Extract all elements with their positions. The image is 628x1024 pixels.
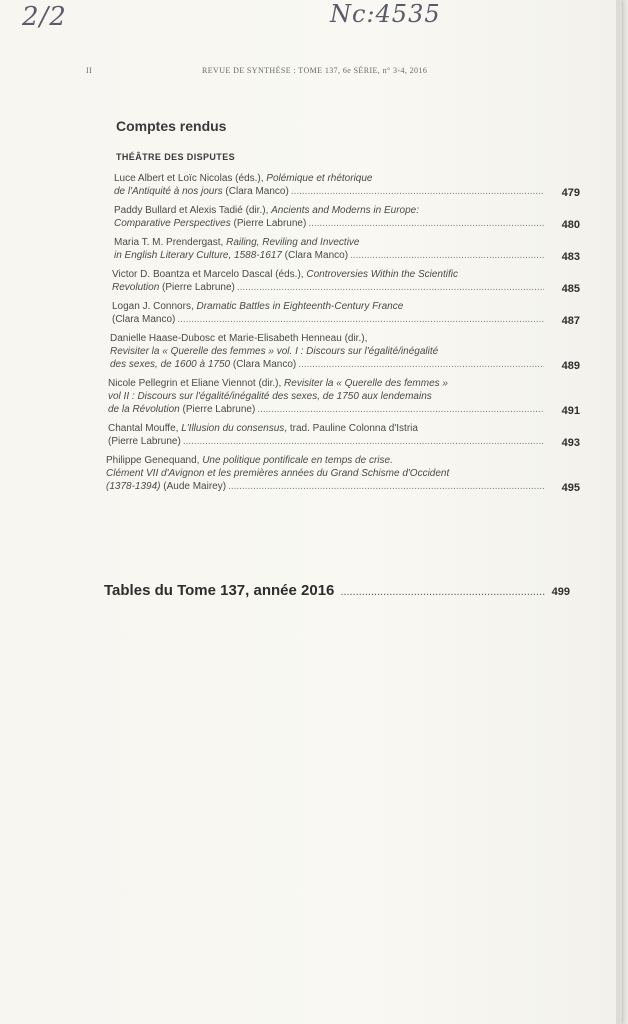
entry-text	[108, 423, 418, 434]
leader-dots	[228, 480, 544, 493]
entry-line	[106, 454, 544, 467]
entry-author: Victor D. Boantza et Marcelo Dascal (éds.),	[112, 269, 307, 280]
entry-line	[110, 345, 544, 358]
entry-line	[110, 332, 544, 345]
tables-entry	[104, 582, 570, 599]
entry-title: des sexes, de 1600 à 1750	[110, 359, 231, 370]
entry-author: Maria T. M. Prendergast,	[114, 237, 227, 248]
leader-dots	[350, 249, 544, 262]
leader-dots	[298, 358, 544, 371]
entry-text	[106, 455, 393, 466]
tables-page-number: 499	[551, 586, 570, 598]
entry-text	[108, 435, 181, 448]
entry-author: (Clara Manco)	[222, 186, 289, 197]
entry-author: Luce Albert et Loïc Nicolas (éds.),	[114, 173, 267, 184]
toc-entry	[100, 268, 580, 294]
entry-author: (Pierre Labrune)	[159, 282, 235, 293]
entry-author: Danielle Haase-Dubosc et Marie-Elisabeth Henneau (dir.),	[110, 333, 368, 344]
toc-entry	[100, 204, 580, 230]
entry-page-number: 480	[561, 219, 580, 231]
entry-text	[110, 333, 367, 344]
entry-line	[108, 435, 544, 448]
entry-author: (Clara Manco)	[112, 314, 176, 325]
entry-line	[112, 300, 544, 313]
entry-text	[106, 468, 449, 479]
toc-entry	[100, 332, 580, 371]
entry-title: Revolution	[112, 282, 160, 293]
entry-title: de l'Antiquité à nos jours	[114, 186, 223, 197]
entry-title: Revisiter la « Querelle des femmes » vol. I : Discours sur l'égalité/inégalité	[110, 346, 439, 357]
entry-title: Revisiter la « Querelle des femmes »	[284, 378, 448, 389]
entry-page-number: 479	[561, 187, 580, 199]
toc-entry	[100, 236, 580, 262]
entry-title: Controversies Within the Scientific	[306, 269, 458, 280]
entry-author: (Clara Manco)	[230, 359, 297, 370]
entry-title: in English Literary Culture, 1588-1617	[114, 250, 282, 261]
entry-text	[110, 358, 296, 371]
entry-page-number: 491	[561, 405, 580, 417]
entry-page-number: 493	[561, 437, 580, 449]
leader-dots	[237, 281, 544, 294]
toc-entry	[100, 300, 580, 326]
toc-entry	[100, 172, 580, 198]
toc-entry	[100, 422, 580, 448]
handwritten-note-right: Nc:4535	[330, 0, 441, 28]
entry-title: vol II : Discours sur l'égalité/inégalité des sexes, de 1750 aux lendemains	[108, 391, 432, 402]
entry-title: Dramatic Battles in Eighteenth-Century France	[196, 301, 404, 312]
entry-text	[114, 205, 419, 216]
entry-line	[108, 422, 544, 435]
entry-line	[114, 172, 544, 185]
header-page-number: II	[86, 66, 93, 75]
entry-author: Philippe Genequand,	[106, 455, 203, 466]
entry-author: (Clara Manco)	[281, 250, 349, 261]
entry-page-number: 485	[561, 283, 580, 295]
entry-line	[114, 185, 544, 198]
entry-line	[114, 204, 544, 217]
leader-dots	[291, 185, 544, 198]
handwritten-note-left: 2/2	[22, 2, 67, 32]
entry-title: Railing, Reviling and Invective	[226, 237, 360, 248]
entry-text	[108, 378, 448, 389]
entry-text	[110, 346, 438, 357]
entry-author: Nicole Pellegrin et Eliane Viennot (dir.),	[108, 378, 285, 389]
entry-author: (Aude Mairey)	[160, 481, 227, 492]
entry-line	[106, 480, 544, 493]
entry-author: Chantal Mouffe,	[108, 423, 182, 434]
entry-title: Polémique et rhétorique	[266, 173, 373, 184]
entry-line	[108, 377, 544, 390]
entry-page-number: 495	[561, 482, 580, 494]
leader-dots	[177, 313, 544, 326]
entry-line	[106, 467, 544, 480]
entry-line	[112, 281, 544, 294]
leader-dots	[257, 403, 544, 416]
entry-author: , trad. Pauline Colonna d'Istria	[284, 423, 418, 434]
entry-text	[108, 403, 255, 416]
entry-line	[110, 358, 544, 371]
entry-title: de la Révolution	[108, 404, 180, 415]
entry-author: (Pierre Labrune)	[179, 404, 256, 415]
entry-text	[106, 480, 226, 493]
leader-dots	[308, 217, 544, 230]
entry-text	[114, 173, 372, 184]
entry-line	[112, 313, 544, 326]
entry-line	[114, 236, 544, 249]
entry-text	[112, 269, 458, 280]
entry-text	[114, 237, 360, 248]
toc-entries	[100, 172, 580, 493]
entry-author: Logan J. Connors,	[112, 301, 197, 312]
entry-text	[108, 391, 432, 402]
entry-line	[108, 403, 544, 416]
header-running-title: REVUE DE SYNTHÈSE : TOME 137, 6e SÉRIE, n° 3-4, 2016	[202, 66, 428, 75]
entry-author: (Pierre Labrune)	[230, 218, 307, 229]
toc-entry	[100, 377, 580, 416]
entry-line	[114, 249, 544, 262]
entry-text	[112, 313, 175, 326]
entry-page-number: 489	[561, 360, 580, 372]
section-title: Comptes rendus	[116, 118, 227, 134]
entry-title: L'Illusion du consensus	[181, 423, 285, 434]
entry-title: Comparative Perspectives	[114, 218, 231, 229]
entry-title: Ancients and Moderns in Europe:	[271, 205, 419, 216]
subsection-title: THÉÂTRE DES DISPUTES	[116, 152, 236, 162]
entry-title: Une politique pontificale en temps de crise.	[202, 455, 393, 466]
toc-entry	[100, 454, 580, 493]
page-edge	[616, 0, 622, 1024]
entry-author: (Pierre Labrune)	[108, 436, 181, 447]
entry-title: Clément VII d'Avignon et les premières années du Grand Schisme d'Occident	[106, 468, 450, 479]
entry-page-number: 483	[561, 251, 580, 263]
entry-text	[112, 281, 235, 294]
entry-author: Paddy Bullard et Alexis Tadié (dir.),	[114, 205, 272, 216]
tables-label: Tables du Tome 137, année 2016	[104, 582, 335, 599]
entry-line	[108, 390, 544, 403]
leader-dots	[183, 435, 544, 448]
entry-line	[112, 268, 544, 281]
entry-title: (1378-1394)	[106, 481, 161, 492]
entry-line	[114, 217, 544, 230]
entry-text	[114, 249, 348, 262]
entry-text	[114, 217, 306, 230]
entry-page-number: 487	[561, 315, 580, 327]
leader-dots	[340, 586, 545, 598]
entry-text	[114, 185, 289, 198]
entry-text	[112, 301, 403, 312]
